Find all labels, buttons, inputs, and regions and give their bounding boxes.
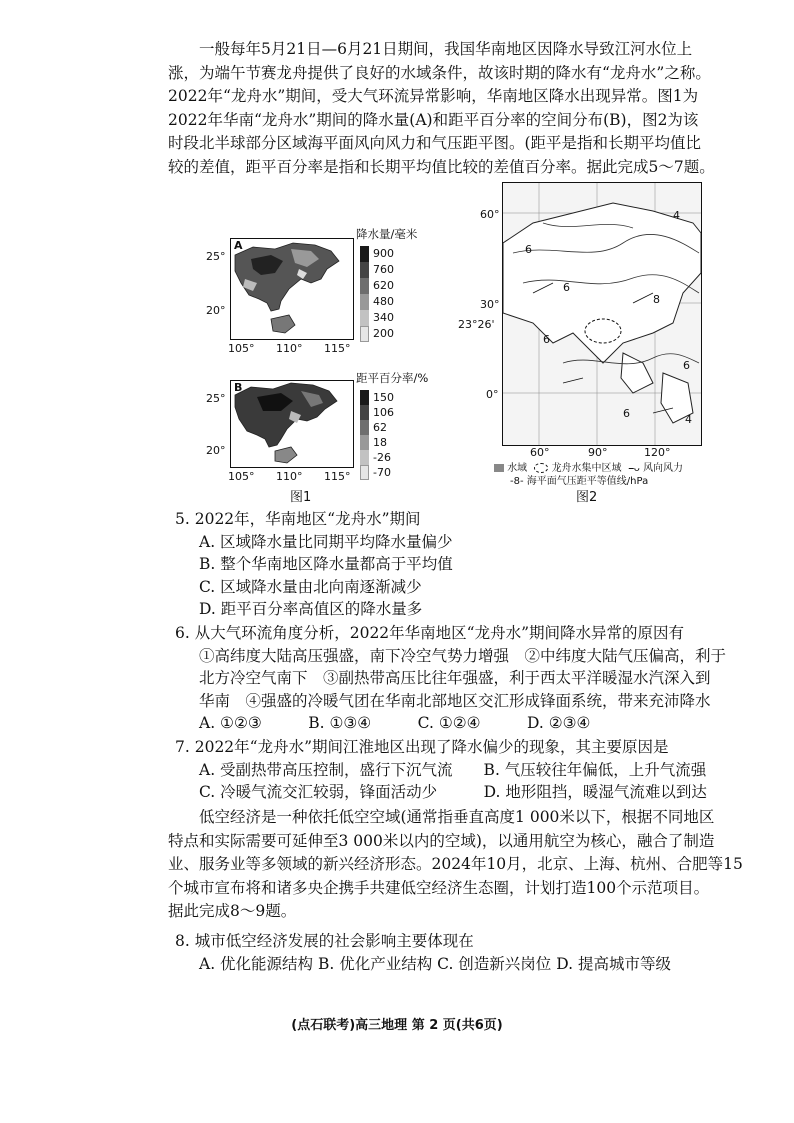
legend-scale-a <box>360 246 369 342</box>
option-a[interactable]: A. 区域降水量比同期平均降水量偏少 <box>199 532 453 551</box>
legend-value: 62 <box>373 421 387 434</box>
lon-label: 110° <box>276 342 303 355</box>
intro-line: 个城市宣布将和诸多央企携手共建低空经济生态圈，计划打造100个示范项目。 <box>168 878 710 897</box>
lat-label: 20° <box>206 304 226 317</box>
lon-label: 115° <box>324 342 351 355</box>
option-c[interactable]: C. 区域降水量由北向南逐渐减少 <box>199 577 422 596</box>
intro-line: 2022年华南“龙舟水”期间的降水量(A)和距平百分率的空间分布(B)，图2为该 <box>168 110 699 129</box>
options-line[interactable]: A. 受副热带高压控制，盛行下沉气流 B. 气压较往年偏低，上升气流强 <box>199 760 707 779</box>
lat-label: 30° <box>480 298 500 311</box>
legend-water: 水域 <box>507 463 528 474</box>
question-7 <box>175 736 707 804</box>
isobar-label: 6 <box>623 407 630 420</box>
legend-value: 150 <box>373 391 394 404</box>
intro-paragraph-2 <box>168 806 748 924</box>
map-a-graphic <box>231 239 353 339</box>
statement-line: 北方冷空气南下 ③副热带高压比往年强盛，利于西太平洋暖湿水汽深入到 <box>199 669 711 688</box>
options-line[interactable]: A. 优化能源结构 B. 优化产业结构 C. 创造新兴岗位 D. 提高城市等级 <box>199 954 671 973</box>
legend-wind: 风向风力 <box>643 463 684 474</box>
isobar-label: 4 <box>673 209 680 222</box>
question-stem: 8. 城市低空经济发展的社会影响主要体现在 <box>175 932 474 950</box>
intro-line: 低空经济是一种依托低空空域(通常指垂直高度1 000米以下，根据不同地区 <box>199 808 715 826</box>
intro-line: 2022年“龙舟水”期间，受大气环流异常影响，华南地区降水出现异常。图1为 <box>168 87 699 106</box>
option-d[interactable]: D. 距平百分率高值区的降水量多 <box>199 600 423 619</box>
wind-symbol: ⎯ᴗ <box>628 463 640 474</box>
option-b[interactable]: B. 整个华南地区降水量都高于平均值 <box>199 555 453 574</box>
lat-label: 20° <box>206 444 226 457</box>
question-5 <box>175 508 453 621</box>
intro-line: 据此完成8～9题。 <box>168 902 297 921</box>
lat-label: 0° <box>486 388 499 401</box>
isobar-label: 6 <box>543 333 550 346</box>
lon-label: 120° <box>644 446 671 459</box>
figure-2-caption: 图2 <box>576 490 598 505</box>
isobar-label: 6 <box>525 243 532 256</box>
legend-value: 106 <box>373 406 394 419</box>
isobar-label: 8 <box>653 293 660 306</box>
options-line[interactable]: A. ①②③ B. ①③④ C. ①②④ D. ②③④ <box>199 714 591 733</box>
map-label-b: B <box>234 381 243 394</box>
options-line[interactable]: C. 冷暖气流交汇较弱，锋面活动少 D. 地形阻挡，暖湿气流难以到达 <box>199 783 707 802</box>
legend-values-a <box>373 246 394 342</box>
map-b-graphic <box>231 381 353 467</box>
lat-label: 25° <box>206 250 226 263</box>
legend-value: 18 <box>373 436 387 449</box>
lat-label: 25° <box>206 392 226 405</box>
intro-line: 特点和实际需要可延伸至3 000米以内的空域)，以通用航空为核心，融合了制造 <box>168 831 715 850</box>
lon-label: 90° <box>588 446 608 459</box>
legend-value: 900 <box>373 247 394 260</box>
legend-title-a: 降水量/毫米 <box>356 227 418 241</box>
statement-line: 华南 ④强盛的冷暖气团在华南北部地区交汇形成锋面系统，带来充沛降水 <box>199 691 711 710</box>
legend-scale-b <box>360 390 369 480</box>
intro-line: 涨，为端午节赛龙舟提供了良好的水域条件，故该时期的降水有“龙舟水”之称。 <box>168 63 711 82</box>
sea-level-pressure-map <box>502 182 702 446</box>
lon-label: 105° <box>228 470 255 483</box>
intro-paragraph <box>168 38 748 180</box>
lat-label: 60° <box>480 208 500 221</box>
isobar-sample: -8- <box>510 476 524 487</box>
lon-label: 105° <box>228 342 255 355</box>
legend-value: -26 <box>373 451 391 464</box>
question-stem: 7. 2022年“龙舟水”期间江淮地区出现了降水偏少的现象，其主要原因是 <box>175 738 669 756</box>
question-8 <box>175 930 671 975</box>
legend-isobar: 海平面气压距平等值线/hPa <box>526 476 649 487</box>
isobar-label: 6 <box>563 281 570 294</box>
legend-values-b <box>373 390 394 480</box>
intro-line: 一般每年5月21日—6月21日期间，我国华南地区因降水导致江河水位上 <box>199 40 693 58</box>
map-2-graphic <box>503 183 701 445</box>
legend-value: 760 <box>373 263 394 276</box>
intro-line: 业、服务业等多领域的新兴经济形态。2024年10月，北京、上海、杭州、合肥等15 <box>168 855 743 874</box>
legend-value: 480 <box>373 295 394 308</box>
lon-label: 60° <box>530 446 550 459</box>
figure-2-legend-isobar <box>510 472 648 487</box>
legend-value: 200 <box>373 327 394 340</box>
map-label-a: A <box>234 239 243 252</box>
figure-2 <box>458 182 702 505</box>
isobar-label: 4 <box>685 413 692 426</box>
lon-label: 110° <box>276 470 303 483</box>
precipitation-map-a <box>230 238 354 340</box>
figure-1 <box>206 226 478 516</box>
page-footer: (点石联考)高三地理 第 2 页(共6页) <box>291 1018 503 1033</box>
statement-line: ①高纬度大陆高压强盛，南下冷空气势力增强 ②中纬度大陆气压偏高，利于 <box>199 646 727 665</box>
lon-label: 115° <box>324 470 351 483</box>
legend-title-b: 距平百分率/% <box>356 371 429 385</box>
intro-line: 较的差值，距平百分率是指和长期平均值比较的差值百分率。据此完成5～7题。 <box>168 157 715 176</box>
lat-label: 23°26' <box>458 318 495 331</box>
legend-value: 620 <box>373 279 394 292</box>
intro-line: 时段北半球部分区域海平面风向风力和气压距平图。(距平是指和长期平均值比 <box>168 134 702 153</box>
legend-value: 340 <box>373 311 394 324</box>
question-stem: 6. 从大气环流角度分析，2022年华南地区“龙舟水”期间降水异常的原因有 <box>175 624 685 642</box>
question-6 <box>175 622 726 735</box>
question-stem: 5. 2022年，华南地区“龙舟水”期间 <box>175 510 421 528</box>
legend-value: -70 <box>373 466 391 479</box>
legend-region: 龙舟水集中区域 <box>551 463 622 474</box>
isobar-label: 6 <box>683 359 690 372</box>
figure-1-caption: 图1 <box>290 490 312 505</box>
anomaly-map-b <box>230 380 354 468</box>
water-swatch <box>494 464 504 472</box>
